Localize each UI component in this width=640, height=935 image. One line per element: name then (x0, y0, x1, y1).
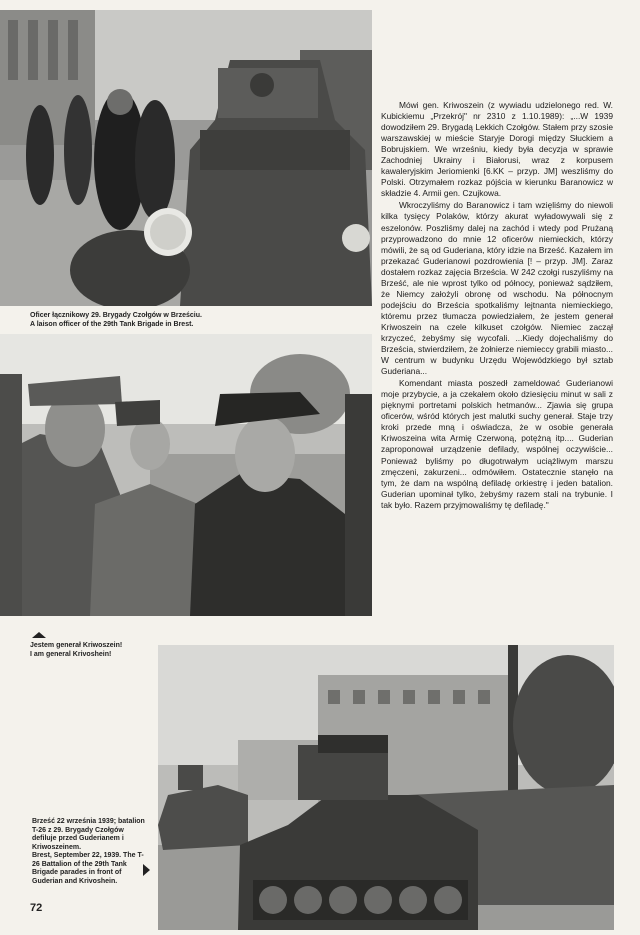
article-paragraph: Mówi gen. Kriwoszein (z wywiadu udzielonego red. W. Kubickiemu „Przekrój" nr 2310 z 1.10.1989): „...W 1939 dowodziłem 29. Brygadą Lekkich Czołgów. Stałem przy szosie warszawskiej w mieście Staryje Dorogi między Słuckiem a Bobrujskiem. We wrześniu, kiedy była decyzja w sprawie Zachodniej Ukrainy i Białorusi, wraz z korpusem kawaleryjskim Jeriomienki [6.KK – przyp. JM] weszliśmy do Polski. Otrzymałem rozkaz pójścia w kierunku Baranowicz w składzie 4. Armii gen. Czujkowa. (381, 100, 613, 199)
photo-2-caption (30, 642, 150, 659)
photo-armored-car-officers (0, 10, 372, 306)
photo-1-caption-en: A laison officer of the 29th Tank Brigade in Brest. (30, 320, 194, 328)
photo-1-caption-pl: Oficer łącznikowy 29. Brygady Czołgów w Brześciu. (30, 312, 202, 319)
arrow-up-icon (32, 632, 46, 638)
photo-1-caption (30, 312, 360, 329)
photo-krivoshein-meeting (0, 334, 372, 616)
arrow-right-icon (143, 864, 150, 876)
article-paragraph: Wkroczyliśmy do Baranowicz i tam wzięliśmy do niewoli kilka tysięcy Polaków, którzy akurat wyładowywali się z eszelonów. Poszliśmy dalej na zachód i wtedy pod Prużaną przyprowadzono do mnie 12 oficerów niemieckich, którzy mówili, że są od Guderiana, który idzie na Brześć. Kazałem im przekazać Guderianowi pozdrowienia [! – przyp. JM]. Zaraz dostałem rozkaz zajęcia Brześcia. W 242 czołgi ruszyliśmy na Brześć, ale nie wprost tylko od północy, ponieważ sądziłem, że Niemcy założyli obronę od wschodu. Na północnym podejściu do Brześcia spotkaliśmy lejtnanta niemieckiego, któremu przez tłumacza powiedziałem, że jestem generał Kriwoszein na czele kilkuset czołgów. Niemiec zaczął krzyczeć, żebyśmy się wycofali. ...Kiedy dojechaliśmy do Brześcia, stwierdziłem, że żołnierze niemieccy grabili miasto... W centrum w budynku Urzędu Wojewódzkiego był sztab Guderiana... (381, 200, 613, 377)
photo-3-caption-pl: Brześć 22 września 1939; batalion T-26 z 29. Brygady Czołgów defiluje przed Guderianem i Kriwoszeinem. (32, 818, 145, 851)
photo-2-caption-en: I am general Krivoshein! (30, 650, 112, 658)
photo-2-caption-pl: Jestem generał Kriwoszein! (30, 642, 123, 649)
page-number: 72 (30, 902, 43, 914)
photo-3-caption (32, 818, 150, 886)
article-text (381, 100, 613, 511)
article-paragraph: Komendant miasta poszedł zameldować Guderianowi moje przybycie, a ja czekałem około dziesięciu minut w sali z pięknymi portretami polskich hetmanów... Zjawia się grupa oficerów, wśród których jest malutki suchy generał. Staje trzy kroki przede mną i oświadcza, że w osobie generała Kriwoszeina wita Armię Czerwoną, potężną itp.... Guderian zaproponował urządzenie defilady, wspólnej oczywiście... Ponieważ byliśmy po długotrwałym uciążliwym marszu zmęczeni, zakurzeni... odmówiłem. Ostatecznie stanęło na tym, że dam na wspólną defiladę orkiestrę i jeden batalion. Guderian upominał tylko, żebyśmy razem stali na trybunie. I tak było. Razem przyjmowaliśmy tę defiladę." (381, 378, 613, 510)
photo-tank-parade (158, 645, 614, 930)
photo-3-caption-en: Brest, September 22, 1939. The T-26 Battalion of the 29th Tank Brigade parades in front of Guderian and Krivoshein. (32, 852, 144, 885)
